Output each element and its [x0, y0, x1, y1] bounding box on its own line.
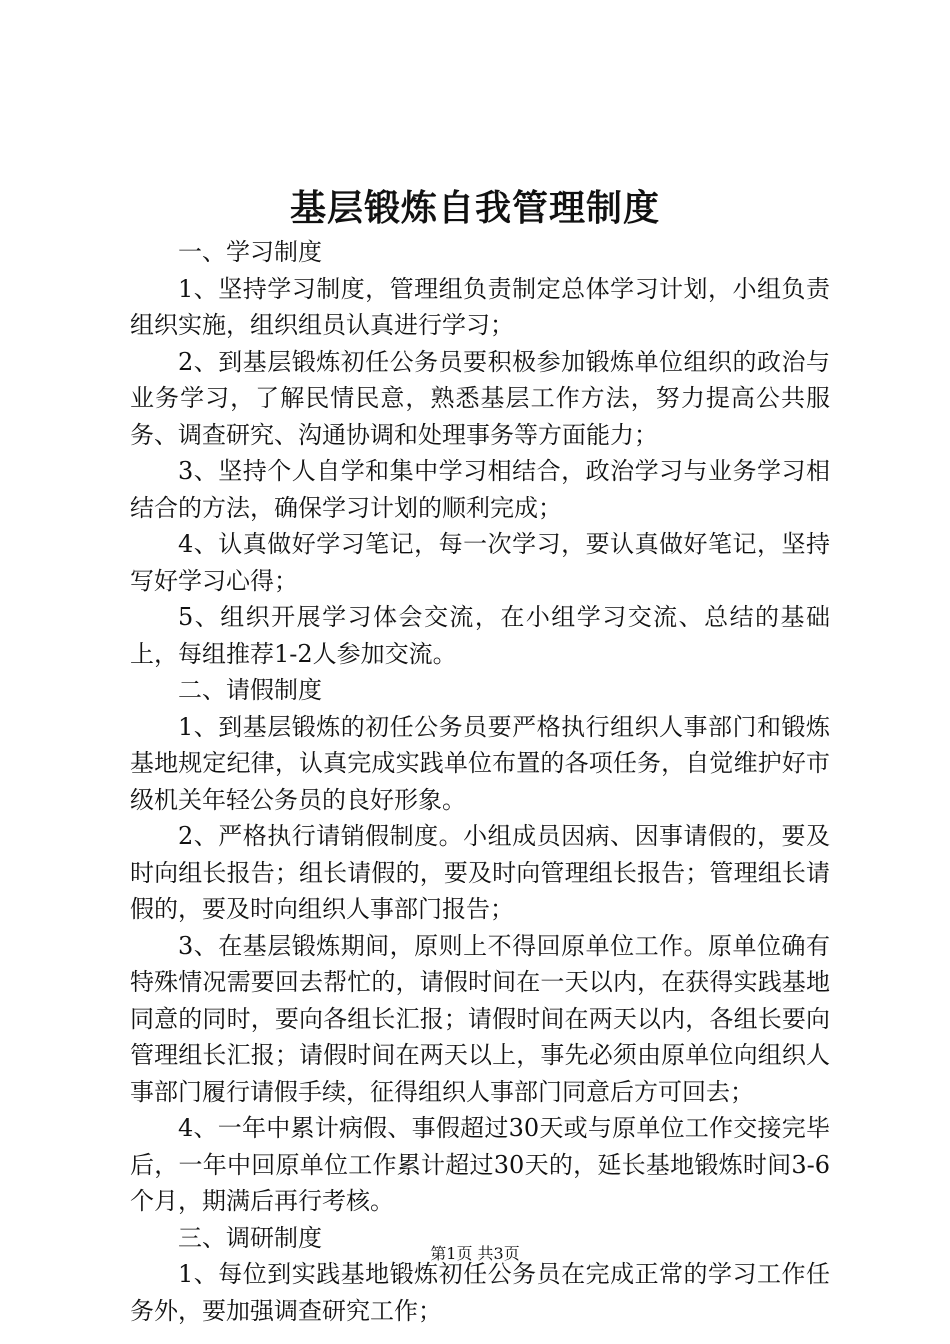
document-body	[130, 234, 830, 1329]
document-title: 基层锻炼自我管理制度	[289, 187, 660, 229]
paragraph-study-3: 3、坚持个人自学和集中学习相结合，政治学习与业务学习相结合的方法，确保学习计划的顺利完成；	[130, 457, 830, 522]
paragraph-leave-4: 4、一年中累计病假、事假超过30天或与原单位工作交接完毕后，一年中回原单位工作累计超过30天的，延长基地锻炼时间3-6个月，期满后再行考核。	[130, 1114, 830, 1215]
paragraph-leave-3: 3、在基层锻炼期间，原则上不得回原单位工作。原单位确有特殊情况需要回去帮忙的，请假时间在一天以内，在获得实践基地同意的同时，要向各组长汇报；请假时间在两天以内，各组长要向管理组长汇报；请假时间在两天以上，事先必须由原单位向组织人事部门履行请假手续，征得组织人事部门同意后方可回去；	[130, 931, 830, 1106]
paragraph-leave-2: 2、严格执行请销假制度。小组成员因病、因事请假的，要及时向组长报告；组长请假的，要及时向管理组长报告；管理组长请假的，要及时向组织人事部门报告；	[130, 822, 830, 923]
section-heading-research: 三、调研制度	[178, 1223, 322, 1252]
page-footer: 第1页 共3页	[430, 1244, 520, 1263]
section-heading-study: 一、学习制度	[178, 238, 322, 266]
paragraph-study-4: 4、认真做好学习笔记，每一次学习，要认真做好笔记，坚持写好学习心得；	[130, 530, 830, 595]
paragraph-leave-1: 1、到基层锻炼的初任公务员要严格执行组织人事部门和锻炼基地规定纪律，认真完成实践单位布置的各项任务，自觉维护好市级机关年轻公务员的良好形象。	[130, 712, 830, 814]
section-heading-leave: 二、请假制度	[178, 676, 322, 704]
paragraph-study-2: 2、到基层锻炼初任公务员要积极参加锻炼单位组织的政治与业务学习，了解民情民意，熟悉基层工作方法，努力提高公共服务、调查研究、沟通协调和处理事务等方面能力；	[130, 347, 830, 449]
paragraph-research-1: 1、每位到实践基地锻炼初任公务员在完成正常的学习工作任务外，要加强调查研究工作；	[130, 1260, 830, 1325]
paragraph-study-5: 5、组织开展学习体会交流，在小组学习交流、总结的基础上，每组推荐1-2人参加交流。	[130, 603, 830, 668]
paragraph-study-1: 1、坚持学习制度，管理组负责制定总体学习计划，小组负责组织实施，组织组员认真进行学习；	[130, 274, 830, 339]
